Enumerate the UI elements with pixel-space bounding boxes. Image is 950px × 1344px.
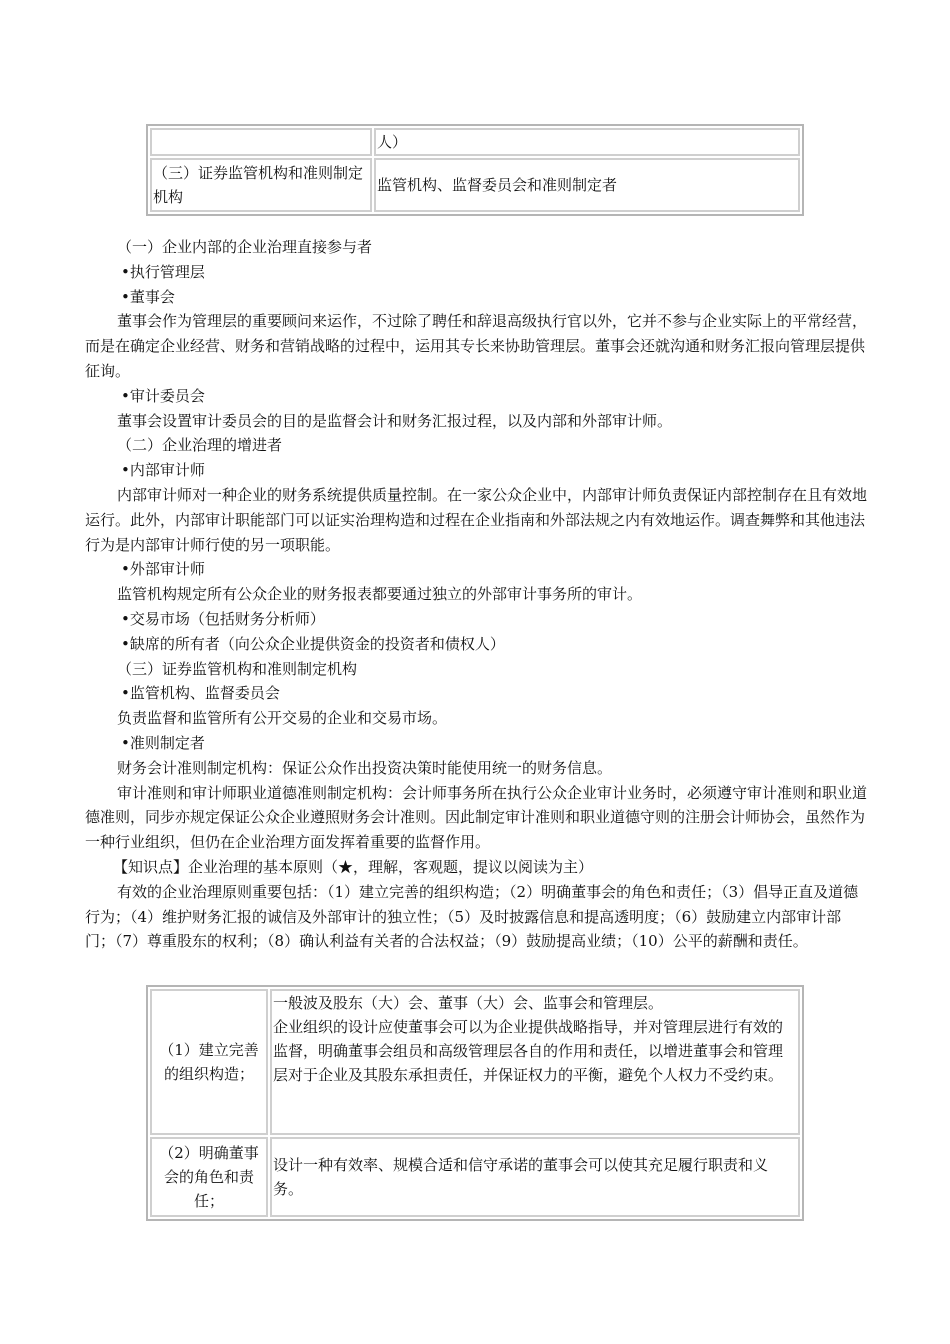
paragraph: 有效的企业治理原则重要包括：（1）建立完善的组织构造；（2）明确董事会的角色和责任；（3）倡导正直及道德行为；（4）维护财务汇报的诚信及外部审计的独立性；（5）及时披露信息和提高透明度；（6）鼓励建立内部审计部门；（7）尊重股东的权利；（8）确认利益有关者的合法权益；（9）鼓励提高业绩；（10）公平的薪酬和责任。 [85,882,859,951]
paragraph: 负责监督和监管所有公开交易的企业和交易市场。 [117,709,448,728]
paragraph: 董事会设置审计委员会的目的是监督会计和财务汇报过程，以及内部和外部审计师。 [117,411,673,430]
table-cell: （2）明确董事会的角色和责任； [150,1137,268,1217]
paragraph: 财务会计准则制定机构：保证公众作出投资决策时能使用统一的财务信息。 [117,758,613,777]
body-text [85,235,869,954]
paragraph: 内部审计师对一种企业的财务系统提供质量控制。在一家公众企业中，内部审计师负责保证内部控制存在且有效地运行。此外，内部审计职能部门可以证实治理构造和过程在企业指南和外部法规之内有效地运作。调查舞弊和其他违法行为是内部审计师行使的另一项职能。 [85,485,868,554]
bullet-item: •内部审计师 [121,461,205,480]
bullet-item: •交易市场（包括财务分析师） [121,609,325,628]
section-heading: （二）企业治理的增进者 [117,436,283,455]
table-cell [270,989,800,1135]
bullet-item: •董事会 [121,287,175,306]
table-row [150,1137,800,1217]
table-cell: 人） [374,128,800,156]
participants-table-fragment [146,124,804,216]
bullet-item: •审计委员会 [121,386,205,405]
paragraph: 审计准则和审计师职业道德准则制定机构：会计师事务所在执行公众企业审计业务时，必须遵守审计准则和职业道德准则，同步亦规定保证公众企业遵照财务会计准则。因此制定审计准则和职业道德守则的注册会计师协会，虽然作为一种行业组织，但仍在企业治理方面发挥着重要的监督作用。 [85,783,868,852]
bullet-item: •执行管理层 [121,262,205,281]
knowledge-point-heading: 【知识点】企业治理的基本原则（★，理解，客观题，提议以阅读为主） [113,857,594,876]
bullet-item: •缺席的所有者（向公众企业提供资金的投资者和债权人） [121,634,505,653]
table-cell: 设计一种有效率、规模合适和信守承诺的董事会可以使其充足履行职责和义务。 [270,1137,800,1217]
table-cell: 监管机构、监督委员会和准则制定者 [374,158,800,212]
table-cell [150,128,372,156]
table-cell: （1）建立完善的组织构造； [150,989,268,1135]
cell-line: 企业组织的设计应使董事会可以为企业提供战略指导，并对管理层进行有效的监督，明确董事会组员和高级管理层各自的作用和责任，以增进董事会和管理层对于企业及其股东承担责任，并保证权力的平衡，避免个人权力不受约束。 [273,1018,784,1084]
table-row [150,158,800,212]
bullet-item: •外部审计师 [121,560,205,579]
cell-line: 一般波及股东（大）会、董事（大）会、监事会和管理层。 [273,994,664,1012]
table-row [150,989,800,1135]
paragraph: 董事会作为管理层的重要顾问来运作，不过除了聘任和辞退高级执行官以外，它并不参与企业实际上的平常经营，而是在确定企业经营、财务和营销战略的过程中，运用其专长来协助管理层。董事会还就沟通和财务汇报向管理层提供征询。 [85,312,868,380]
bullet-item: •监管机构、监督委员会 [121,684,280,703]
table-row [150,128,800,156]
bullet-item: •准则制定者 [121,733,205,752]
principles-table [146,985,804,1221]
section-heading: （一）企业内部的企业治理直接参与者 [117,238,373,256]
paragraph: 监管机构规定所有公众企业的财务报表都要通过独立的外部审计事务所的审计。 [117,585,643,604]
section-heading: （三）证券监管机构和准则制定机构 [117,659,358,678]
table-cell: （三）证券监管机构和准则制定机构 [150,158,372,212]
